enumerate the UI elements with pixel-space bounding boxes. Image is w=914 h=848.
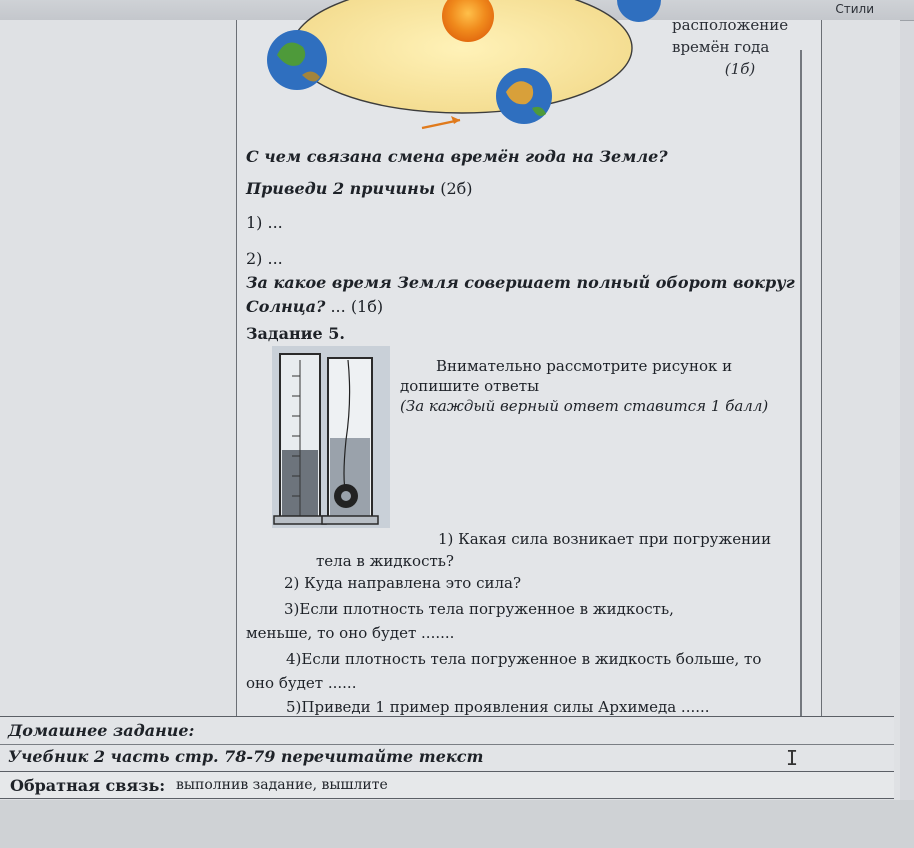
task-5-item-1a: 1) Какая сила возникает при погружении	[438, 530, 772, 548]
question-two-reasons-points: (2б)	[440, 179, 473, 198]
earth-top-right-icon	[617, 0, 661, 22]
cylinders-illustration	[272, 346, 390, 528]
question-orbit-time-cont	[246, 296, 383, 318]
right-cell-border	[800, 50, 802, 740]
answer-2: 2) ...	[246, 249, 283, 268]
task-5-instructions-lead: Внимательно рассмотрите рисунок и допишите ответы	[400, 357, 733, 395]
task-5-title: Задание 5.	[246, 324, 345, 343]
task-5-item-2: 2) Куда направлена это сила?	[284, 574, 521, 592]
text-cursor-icon: I	[786, 746, 799, 770]
question-two-reasons-text: Приведи 2 причины	[246, 179, 436, 198]
season-caption-line2: времён года	[672, 38, 770, 56]
task-5-item-4a: 4)Если плотность тела погруженное в жидкость больше, то	[286, 650, 762, 668]
cylinder-left	[274, 354, 326, 524]
question-seasons: С чем связана смена времён года на Земле?	[246, 147, 668, 166]
question-orbit-time: За какое время Земля совершает полный оборот вокруг	[246, 273, 795, 292]
cylinder-right	[322, 358, 378, 524]
task-5-item-1b: тела в жидкость?	[316, 552, 454, 570]
homework-text[interactable]: Учебник 2 часть стр. 78-79 перечитайте текст	[8, 747, 484, 766]
homework-divider	[0, 744, 894, 745]
feedback-text[interactable]: выполнив задание, вышлите	[176, 777, 388, 793]
styles-button[interactable]: Стили	[835, 2, 874, 16]
feedback-label: Обратная связь:	[10, 776, 166, 795]
earth-bottom-icon	[496, 68, 552, 124]
task-5-item-3a: 3)Если плотность тела погруженное в жидкость,	[284, 600, 674, 618]
task-5-instructions	[400, 356, 800, 416]
question-orbit-points: ... (1б)	[330, 297, 384, 316]
task-5-item-3b: меньше, то оно будет .......	[246, 624, 455, 642]
page-bottom-area	[0, 800, 914, 848]
answer-1: 1) ...	[246, 213, 283, 232]
earth-orbit-illustration	[262, 0, 672, 150]
task-5-item-4b: оно будет ......	[246, 674, 357, 692]
feedback-row	[0, 772, 894, 799]
homework-title: Домашнее задание:	[8, 721, 195, 740]
question-two-reasons	[246, 178, 473, 200]
earth-left-icon	[267, 30, 327, 90]
season-caption-points: (1б)	[724, 60, 756, 78]
task-5-instructions-scoring: (За каждый верный ответ ставится 1 балл)	[400, 397, 769, 415]
season-caption	[672, 14, 808, 80]
question-orbit-sun: Солнца?	[246, 297, 326, 316]
homework-block	[0, 716, 894, 772]
task-5-item-5: 5)Приведи 1 пример проявления силы Архимеда ......	[286, 698, 710, 716]
season-caption-line1: расположение	[672, 16, 789, 34]
